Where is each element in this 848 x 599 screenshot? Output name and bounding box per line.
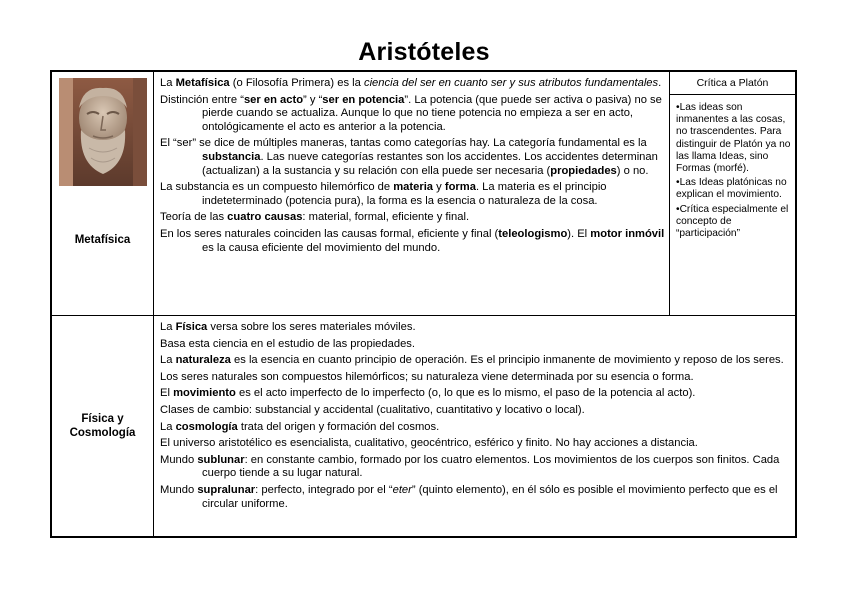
row-divider: [52, 315, 795, 316]
metafisica-paragraph: Teoría de las cuatro causas: material, formal, eficiente y final.: [160, 211, 470, 224]
critica-item: •Las ideas son inmanentes a las cosas, no trascendentes. Para distinguir de Platón ya no las llama Ideas, sino Formas (morfé).: [676, 102, 791, 175]
fisica-paragraph: El movimiento es el acto imperfecto de lo imperfecto (o, lo que es lo mismo, el paso de la potencia al acto).: [160, 387, 696, 400]
fisica-label-cell: [52, 316, 153, 536]
metafisica-label-cell: [52, 72, 153, 315]
fisica-paragraph: Clases de cambio: substancial y accidental (cualitativo, cuantitativo y locativo o local).: [160, 403, 585, 416]
page-title: Aristóteles: [358, 38, 490, 66]
fisica-paragraph: La Física versa sobre los seres materiales móviles.: [160, 321, 416, 333]
critica-platon-box: [670, 72, 795, 315]
critica-item: •Crítica especialmente el concepto de “participación”: [676, 203, 789, 240]
metafisica-paragraph: La Metafísica (o Filosofía Primera) es la ciencia del ser en cuanto ser y sus atributos fundamentales.: [160, 77, 662, 89]
fisica-paragraph: Basa esta ciencia en el estudio de las propiedades.: [160, 337, 415, 350]
critica-platon-title: Crítica a Platón: [696, 77, 769, 89]
metafisica-paragraph: Distinción entre “ser en acto” y “ser en potencia”. La potencia (que puede ser activa o pasiva) no se pierde cuando se actualiza. Aunque lo que no tiene potencia no empieza a ser en acto, ontológicamente el acto es anterior a la potencia.: [160, 93, 662, 133]
content-table: [50, 70, 797, 538]
fisica-label-line2: Cosmología: [69, 427, 136, 439]
fisica-paragraph: Mundo sublunar: en constante cambio, formado por los cuatro elementos. Los movimientos de los cuerpos son finitos. Cada cuerpo tiende a su lugar natural.: [160, 453, 780, 480]
critica-item: •Las Ideas platónicas no explican el movimiento.: [676, 177, 787, 201]
fisica-content: [160, 321, 790, 535]
metafisica-paragraph: El “ser” se dice de múltiples maneras, tantas como categorías hay. La categoría fundamental es la substancia. Las nueve categorías restantes son los accidentes. Los accidentes determinan (actualizan) a la sustancia y su relación con ella puede ser necesaria (propiedades) o no.: [160, 137, 658, 177]
metafisica-paragraph: La substancia es un compuesto hilemórfico de materia y forma. La materia es el principio indeteterminado (potencia pura), la forma es la esencia o naturaleza de la cosa.: [160, 181, 607, 207]
fisica-label: [52, 412, 153, 440]
fisica-label-line1: Física y: [81, 413, 124, 425]
metafisica-label: Metafísica: [74, 234, 131, 246]
fisica-paragraph: Los seres naturales son compuestos hilemórficos; su naturaleza viene determinada por su esencia o forma.: [160, 370, 694, 383]
fisica-paragraph: La naturaleza es la esencia en cuanto principio de operación. Es el principio inmanente de movimiento y reposo de los seres.: [160, 354, 784, 367]
aristotle-portrait: [59, 78, 147, 186]
metafisica-content: [160, 77, 665, 313]
fisica-paragraph: El universo aristotélico es esencialista, cualitativo, geocéntrico, esférico y finito. No hay acciones a distancia.: [160, 437, 698, 450]
fisica-paragraph: La cosmología trata del origen y formación del cosmos.: [160, 420, 440, 433]
column-divider-left: [153, 72, 154, 536]
fisica-paragraph: Mundo supralunar: perfecto, integrado por el “eter” (quinto elemento), en él sólo es posible el movimiento perfecto que es el circular uniforme.: [160, 483, 778, 510]
critica-platon-list: [676, 102, 794, 242]
metafisica-paragraph: En los seres naturales coinciden las causas formal, eficiente y final (teleologismo). El motor inmóvil es la causa eficiente del movimiento del mundo.: [160, 227, 665, 254]
